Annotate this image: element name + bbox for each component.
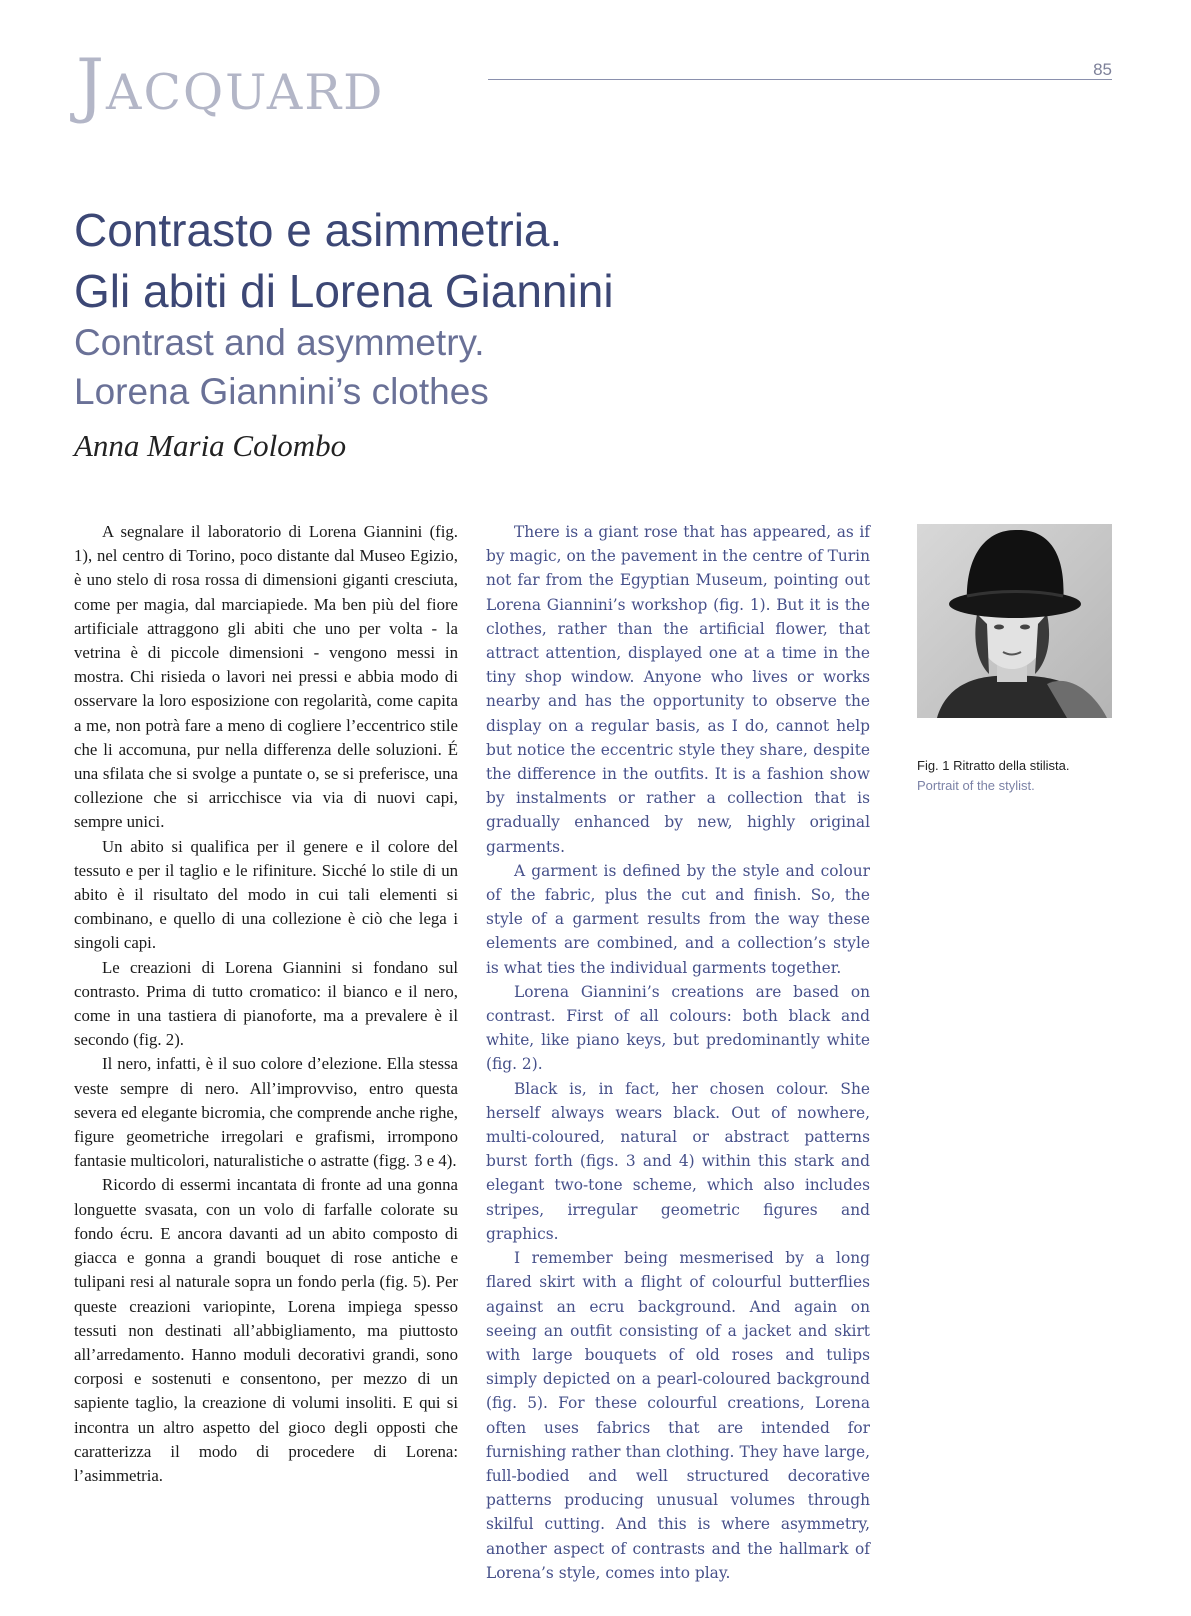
- english-column: [486, 520, 870, 1585]
- page-number: 85: [1093, 60, 1112, 79]
- english-paragraph: Black is, in fact, her chosen colour. She herself always wears black. Out of nowhere, multi-coloured, natural or abstract patterns burst forth (figs. 3 and 4) within this stark and elegant two-tone scheme, which also includes stripes, irregular geometric figures and graphics.: [486, 1079, 870, 1243]
- italian-column: [74, 520, 458, 1488]
- english-paragraph: A garment is defined by the style and colour of the fabric, plus the cut and finish. So, the style of a garment results from the way these elements are combined, and a collection’s style is what ties the individual garments together.: [486, 861, 870, 977]
- italian-paragraph: Un abito si qualifica per il genere e il colore del tessuto e per il taglio e le rifiniture. Sicché lo stile di un abito è il risultato del modo in cui tali elementi si combinano, e quello di una collezione è ciò che lega i singoli capi.: [74, 836, 458, 953]
- english-paragraph: There is a giant rose that has appeared, as if by magic, on the pavement in the centre of Turin not far from the Egyptian Museum, pointing out Lorena Giannini’s workshop (fig. 1). But it is the clothes, rather than the artificial flower, that attract attention, displayed one at a time in the tiny shop window. Anyone who lives or works nearby and has the opportunity to observe the display on a regular basis, as I do, cannot help but notice the eccentric style they share, despite the difference in the outfits. It is a fashion show by instalments or rather a collection that is gradually enhanced by new, highly original garments.: [486, 523, 870, 856]
- figure-caption: [917, 756, 1137, 796]
- english-paragraph: Lorena Giannini’s creations are based on contrast. First of all colours: both black and white, like piano keys, but predominantly white (fig. 2).: [486, 982, 870, 1074]
- caption-italian: [917, 756, 1137, 776]
- italian-paragraph: Le creazioni di Lorena Giannini si fondano sul contrasto. Prima di tutto cromatico: il bianco e il nero, come in una tastiera di pianoforte, ma a prevalere è il secondo (fig. 2).: [74, 957, 458, 1050]
- portrait-illustration: [917, 524, 1112, 718]
- masthead: Jacquard: [76, 44, 385, 126]
- caption-italian-text: Ritratto della stilista.: [953, 758, 1070, 773]
- title-english-line-2: Lorena Giannini’s clothes: [74, 371, 489, 412]
- italian-paragraph: Ricordo di essermi incantata di fronte ad una gonna longuette svasata, con un volo di farfalle colorate su fondo écru. E ancora davanti ad un abito composto di giacca e gonna a grandi bouquet di rose antiche e tulipani resi al naturale sopra un fondo perla (fig. 5). Per queste creazioni variopinte, Lorena impiega spesso tessuti non destinati all’abbigliamento, ma piuttosto all’arredamento. Hanno moduli decorativi grandi, sono corposi e sostenuti e consentono, per mezzo di un sapiente taglio, la creazione di volumi insoliti. E qui si incontra un altro aspetto del gioco degli opposti che caratterizza il modo di procedere di Lorena: l’asimmetria.: [74, 1175, 458, 1485]
- portrait-photo: [917, 524, 1112, 718]
- title-italian-line-2: Gli abiti di Lorena Giannini: [74, 265, 614, 317]
- figure-label: Fig. 1: [917, 758, 950, 773]
- title-italian: [74, 200, 974, 322]
- caption-english: Portrait of the stylist.: [917, 778, 1035, 793]
- author-name: Anna Maria Colombo: [74, 428, 347, 463]
- header-rule: [488, 79, 1112, 80]
- title-english-line-1: Contrast and asymmetry.: [74, 322, 485, 363]
- title-italian-line-1: Contrasto e asimmetria.: [74, 204, 563, 256]
- title-english: [74, 318, 974, 416]
- english-paragraph: I remember being mesmerised by a long flared skirt with a flight of colourful butterflies against an ecru background. And again on seeing an outfit consisting of a jacket and skirt with large bouquets of old roses and tulips simply depicted on a pearl-coloured background (fig. 5). For these colourful creations, Lorena often uses fabrics that are intended for furnishing rather than clothing. They have large, full-bodied and well structured decorative patterns producing unusual volumes through skilful cutting. And this is where asymmetry, another aspect of contrasts and the hallmark of Lorena’s style, comes into play.: [486, 1249, 870, 1582]
- italian-paragraph: A segnalare il laboratorio di Lorena Giannini (fig. 1), nel centro di Torino, poco distante dal Museo Egizio, è uno stelo di rosa rossa di dimensioni giganti cresciuta, come per magia, dal marciapiede. Ma ben più del fiore artificiale attraggono gli abiti che uno per volta - la vetrina è di piccole dimensioni - vengono messi in mostra. Chi risieda o lavori nei pressi e abbia modo di osservare la loro esposizione con regolarità, come capita a me, non potrà fare a meno di cogliere l’eccentrico stile che li accomuna, pur nella differenza delle soluzioni. É una sfilata che si svolge a puntate o, se si preferisce, una collezione che si arricchisce via via di nuovi capi, sempre unici.: [74, 522, 458, 832]
- italian-paragraph: Il nero, infatti, è il suo colore d’elezione. Ella stessa veste sempre di nero. All’improvviso, entro questa severa ed elegante bicromia, che comprende anche righe, figure geometriche irregolari e grafismi, irrompono fantasie multicolori, naturalistiche o astratte (figg. 3 e 4).: [74, 1054, 458, 1171]
